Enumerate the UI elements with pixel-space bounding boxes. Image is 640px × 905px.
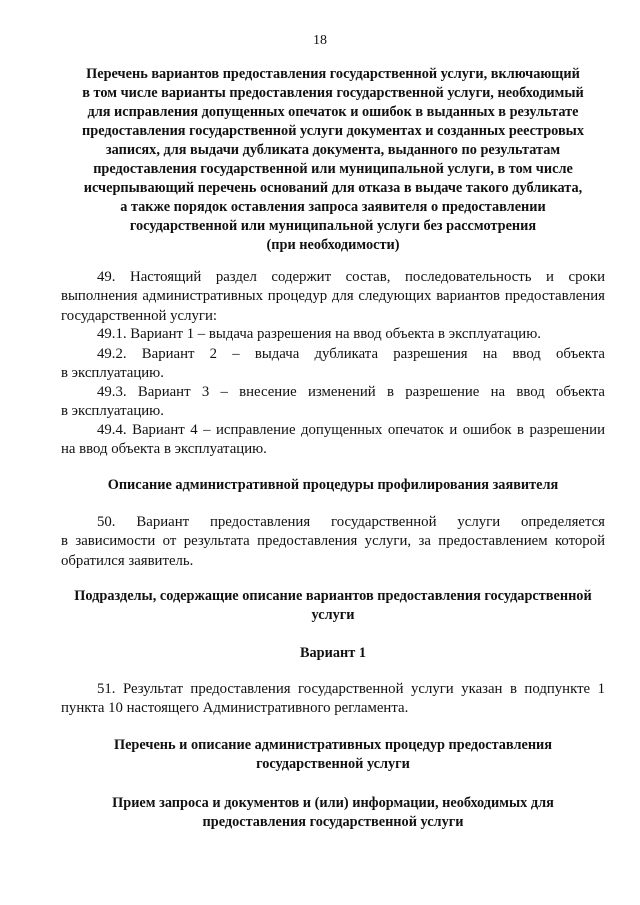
heading-subsections [61,587,605,625]
paragraph-line: 49.2. Вариант 2 – выдача дубликата разрешения на ввод объекта [97,346,605,362]
paragraph-line: 49. Настоящий раздел содержит состав, последовательность и сроки [97,269,605,285]
paragraph-line: в зависимости от результата предоставления услуги, за предоставлением которой [61,533,605,550]
page-number: 18 [313,33,327,48]
paragraph-49-1 [61,325,605,344]
paragraph-line: 51. Результат предоставления государственной услуги указан в подпункте 1 [97,681,605,697]
title-line: государственной или муниципальной услуги без рассмотрения [129,218,537,234]
paragraph-50 [61,513,605,571]
title-line: для исправления допущенных опечаток и ошибок в выданных в результате [87,104,579,120]
paragraph-line: выполнения административных процедур для следующих вариантов предоставления [61,288,605,305]
title-line: исчерпывающий перечень оснований для отказа в выдаче такого дубликата, [83,180,583,196]
heading-line: Прием запроса и документов и (или) информации, необходимых для [112,795,554,811]
heading-profiling [61,476,605,495]
paragraph-line: в эксплуатацию. [61,365,164,382]
heading-line: государственной услуги [256,756,410,772]
heading-variant-1 [61,644,605,663]
title-line: записях, для выдачи дубликата документа, выданного по результатам [105,142,561,158]
heading-procedures [61,736,605,774]
title-line: предоставления государственной услуги документах и созданных реестровых [82,123,584,139]
title-line: Перечень вариантов предоставления государственной услуги, включающий [86,66,580,82]
heading-line: Перечень и описание административных процедур предоставления [113,737,553,753]
paragraph-line: 49.4. Вариант 4 – исправление допущенных опечаток и ошибок в разрешении [97,422,605,438]
title-line: (при необходимости) [266,237,400,253]
paragraph-49-3 [61,383,605,422]
title-line: а также порядок оставления запроса заявителя о предоставлении [120,199,546,215]
paragraph-49 [61,268,605,326]
heading-line: Описание административной процедуры профилирования заявителя [107,477,559,493]
paragraph-line: 50. Вариант предоставления государственной услуги определяется [97,514,605,530]
heading-line: Подразделы, содержащие описание вариантов предоставления государственной [74,588,592,604]
heading-line: Вариант 1 [299,645,366,661]
heading-line: предоставления государственной услуги [202,814,464,830]
paragraph-49-4 [61,421,605,460]
section-title [61,65,605,255]
paragraph-line: пункта 10 настоящего Административного регламента. [61,700,409,717]
paragraph-51 [61,680,605,719]
heading-reception [61,794,605,832]
paragraph-49-2 [61,345,605,384]
paragraph-line: 49.1. Вариант 1 – выдача разрешения на ввод объекта в эксплуатацию. [97,326,541,342]
title-line: в том числе варианты предоставления государственной услуги, необходимый [82,85,584,101]
heading-line: услуги [311,607,355,623]
title-line: предоставления государственной или муниципальной услуги, в том числе [93,161,573,177]
paragraph-line: на ввод объекта в эксплуатацию. [61,441,267,458]
paragraph-line: 49.3. Вариант 3 – внесение изменений в разрешение на ввод объекта [97,384,605,400]
paragraph-line: в эксплуатацию. [61,403,164,420]
paragraph-line: обратился заявитель. [61,552,194,569]
paragraph-line: государственной услуги: [61,307,218,324]
